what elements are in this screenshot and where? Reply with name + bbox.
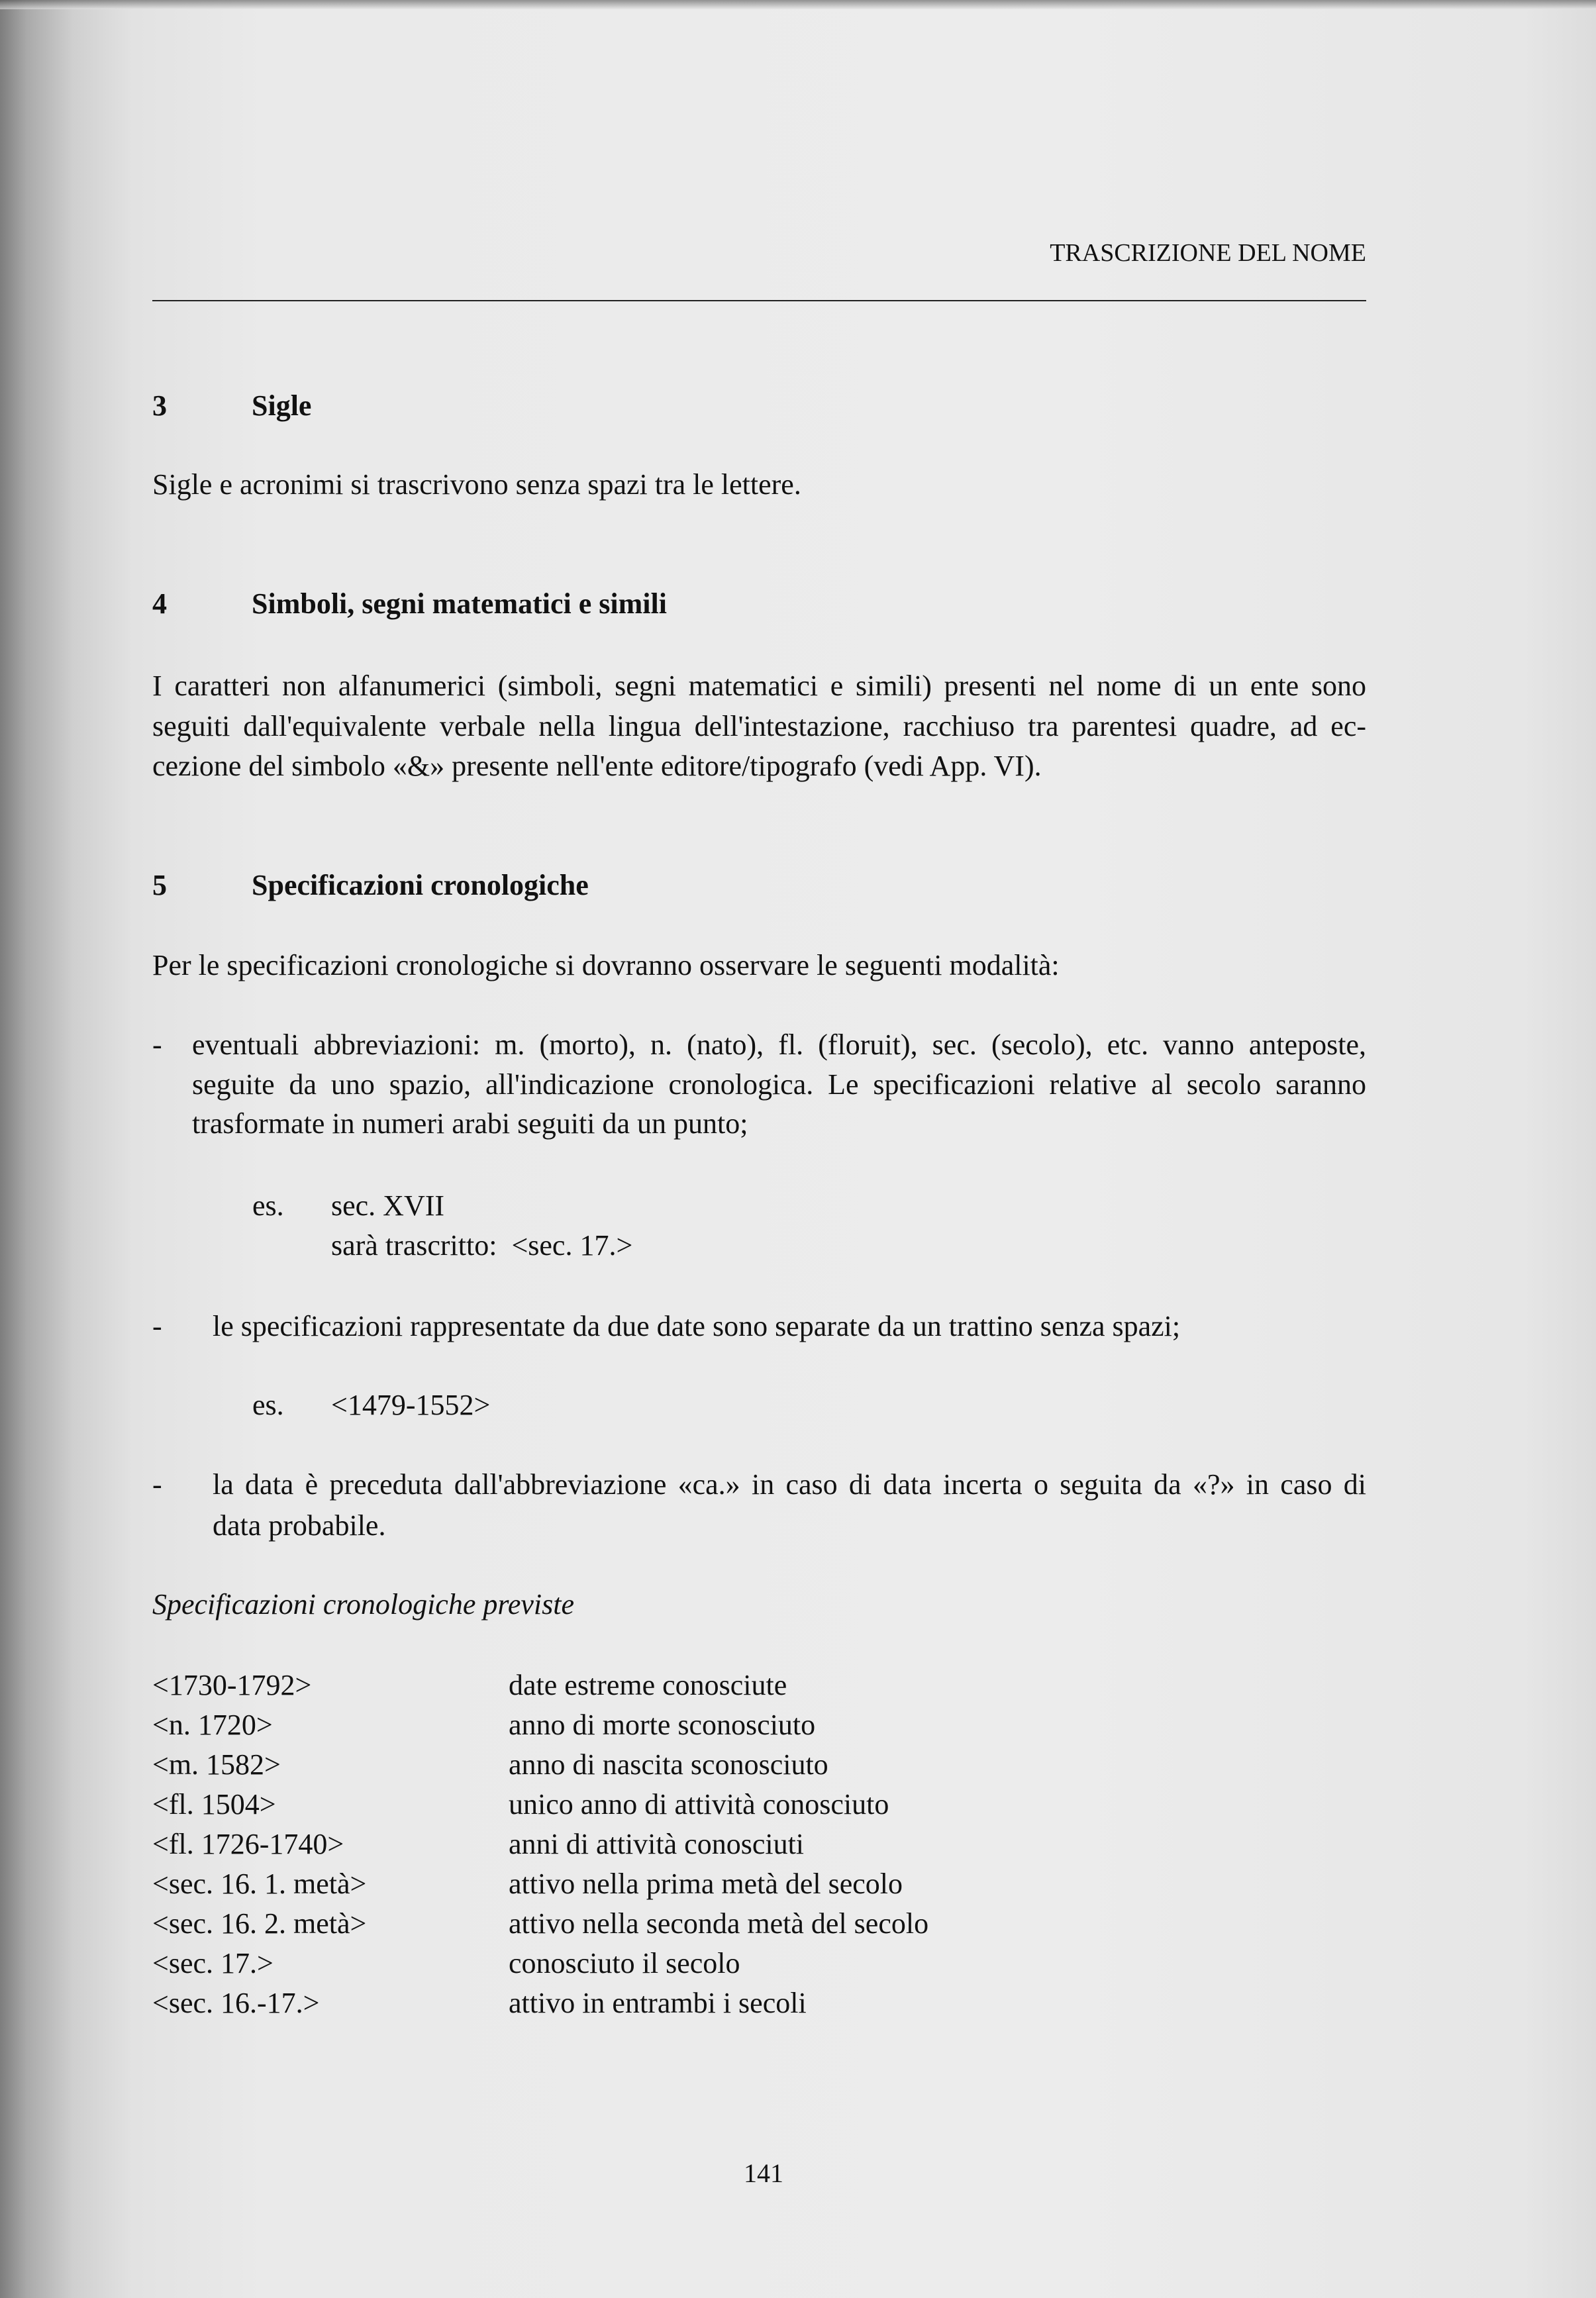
section-number: 4: [152, 587, 167, 620]
header-rule: [152, 300, 1366, 301]
table-cell-form: <sec. 16. 2. metà>: [152, 1907, 367, 1940]
table-cell-meaning: attivo nella prima metà del secolo: [509, 1868, 903, 1900]
table-cell-meaning: date estreme conosciute: [509, 1669, 787, 1701]
table-cell-meaning: anno di morte sconosciuto: [509, 1709, 816, 1741]
table-cell-form: <1730-1792>: [152, 1669, 312, 1701]
bullet-dash: -: [152, 1310, 162, 1342]
bullet-line: la data è preceduta dall'abbreviazione «ca.» in caso di data incerta o seguita da «?» in caso di: [213, 1468, 1366, 1501]
table-cell-form: <m. 1582>: [152, 1748, 281, 1781]
table-cell-form: <sec. 17.>: [152, 1947, 274, 1979]
bullet-dash: -: [152, 1468, 162, 1501]
table-cell-meaning: attivo in entrambi i secoli: [509, 1987, 807, 2019]
paragraph-line: I caratteri non alfanumerici (simboli, segni matematici e simili) presenti nel nome di un ente sono: [152, 670, 1366, 702]
table-title: Specificazioni cronologiche previste: [152, 1588, 575, 1621]
table-cell-form: <fl. 1504>: [152, 1788, 276, 1821]
section-number: 3: [152, 389, 167, 422]
table-cell-meaning: conosciuto il secolo: [509, 1947, 740, 1979]
section-title: Simboli, segni matematici e simili: [252, 587, 667, 620]
table-cell-meaning: anni di attività conosciuti: [509, 1828, 805, 1860]
example-line: sarà trascritto: <sec. 17.>: [331, 1229, 633, 1262]
paragraph-line: seguiti dall'equivalente verbale nella lingua dell'intestazione, racchiuso tra parentesi quadre, ad ec-: [152, 710, 1366, 742]
paragraph-line: cezione del simbolo «&» presente nell'ente editore/tipografo (vedi App. VI).: [152, 750, 1042, 782]
page-number: 141: [744, 2158, 783, 2188]
bullet-dash: -: [152, 1028, 162, 1061]
section-number: 5: [152, 869, 167, 901]
example-line: sec. XVII: [331, 1189, 445, 1222]
table-cell-form: <sec. 16. 1. metà>: [152, 1868, 367, 1900]
bullet-line: eventuali abbreviazioni: m. (morto), n. (nato), fl. (floruit), sec. (secolo), etc. vanno anteposte,: [192, 1028, 1366, 1061]
table-cell-meaning: unico anno di attività conosciuto: [509, 1788, 889, 1821]
table-cell-meaning: attivo nella seconda metà del secolo: [509, 1907, 929, 1940]
bullet-line: le specificazioni rappresentate da due date sono separate da un trattino senza spazi;: [213, 1310, 1181, 1342]
section-title: Sigle: [252, 389, 312, 422]
scan-edge-shadow: [0, 0, 1596, 9]
paragraph-line: Per le specificazioni cronologiche si dovranno osservare le seguenti modalità:: [152, 949, 1060, 981]
table-cell-form: <n. 1720>: [152, 1709, 273, 1741]
paragraph-line: Sigle e acronimi si trascrivono senza spazi tra le lettere.: [152, 468, 801, 501]
bullet-line: seguite da uno spazio, all'indicazione cronologica. Le specificazioni relative al secolo saranno: [192, 1068, 1366, 1101]
table-cell-form: <fl. 1726-1740>: [152, 1828, 344, 1860]
running-header: TRASCRIZIONE DEL NOME: [1050, 239, 1366, 267]
table-cell-form: <sec. 16.-17.>: [152, 1987, 320, 2019]
example-label: es.: [252, 1389, 284, 1421]
section-title: Specificazioni cronologiche: [252, 869, 589, 901]
bullet-line: trasformate in numeri arabi seguiti da un punto;: [192, 1107, 748, 1140]
example-label: es.: [252, 1189, 284, 1222]
bullet-line: data probabile.: [213, 1509, 386, 1542]
example-line: <1479-1552>: [331, 1389, 491, 1421]
table-cell-meaning: anno di nascita sconosciuto: [509, 1748, 828, 1781]
